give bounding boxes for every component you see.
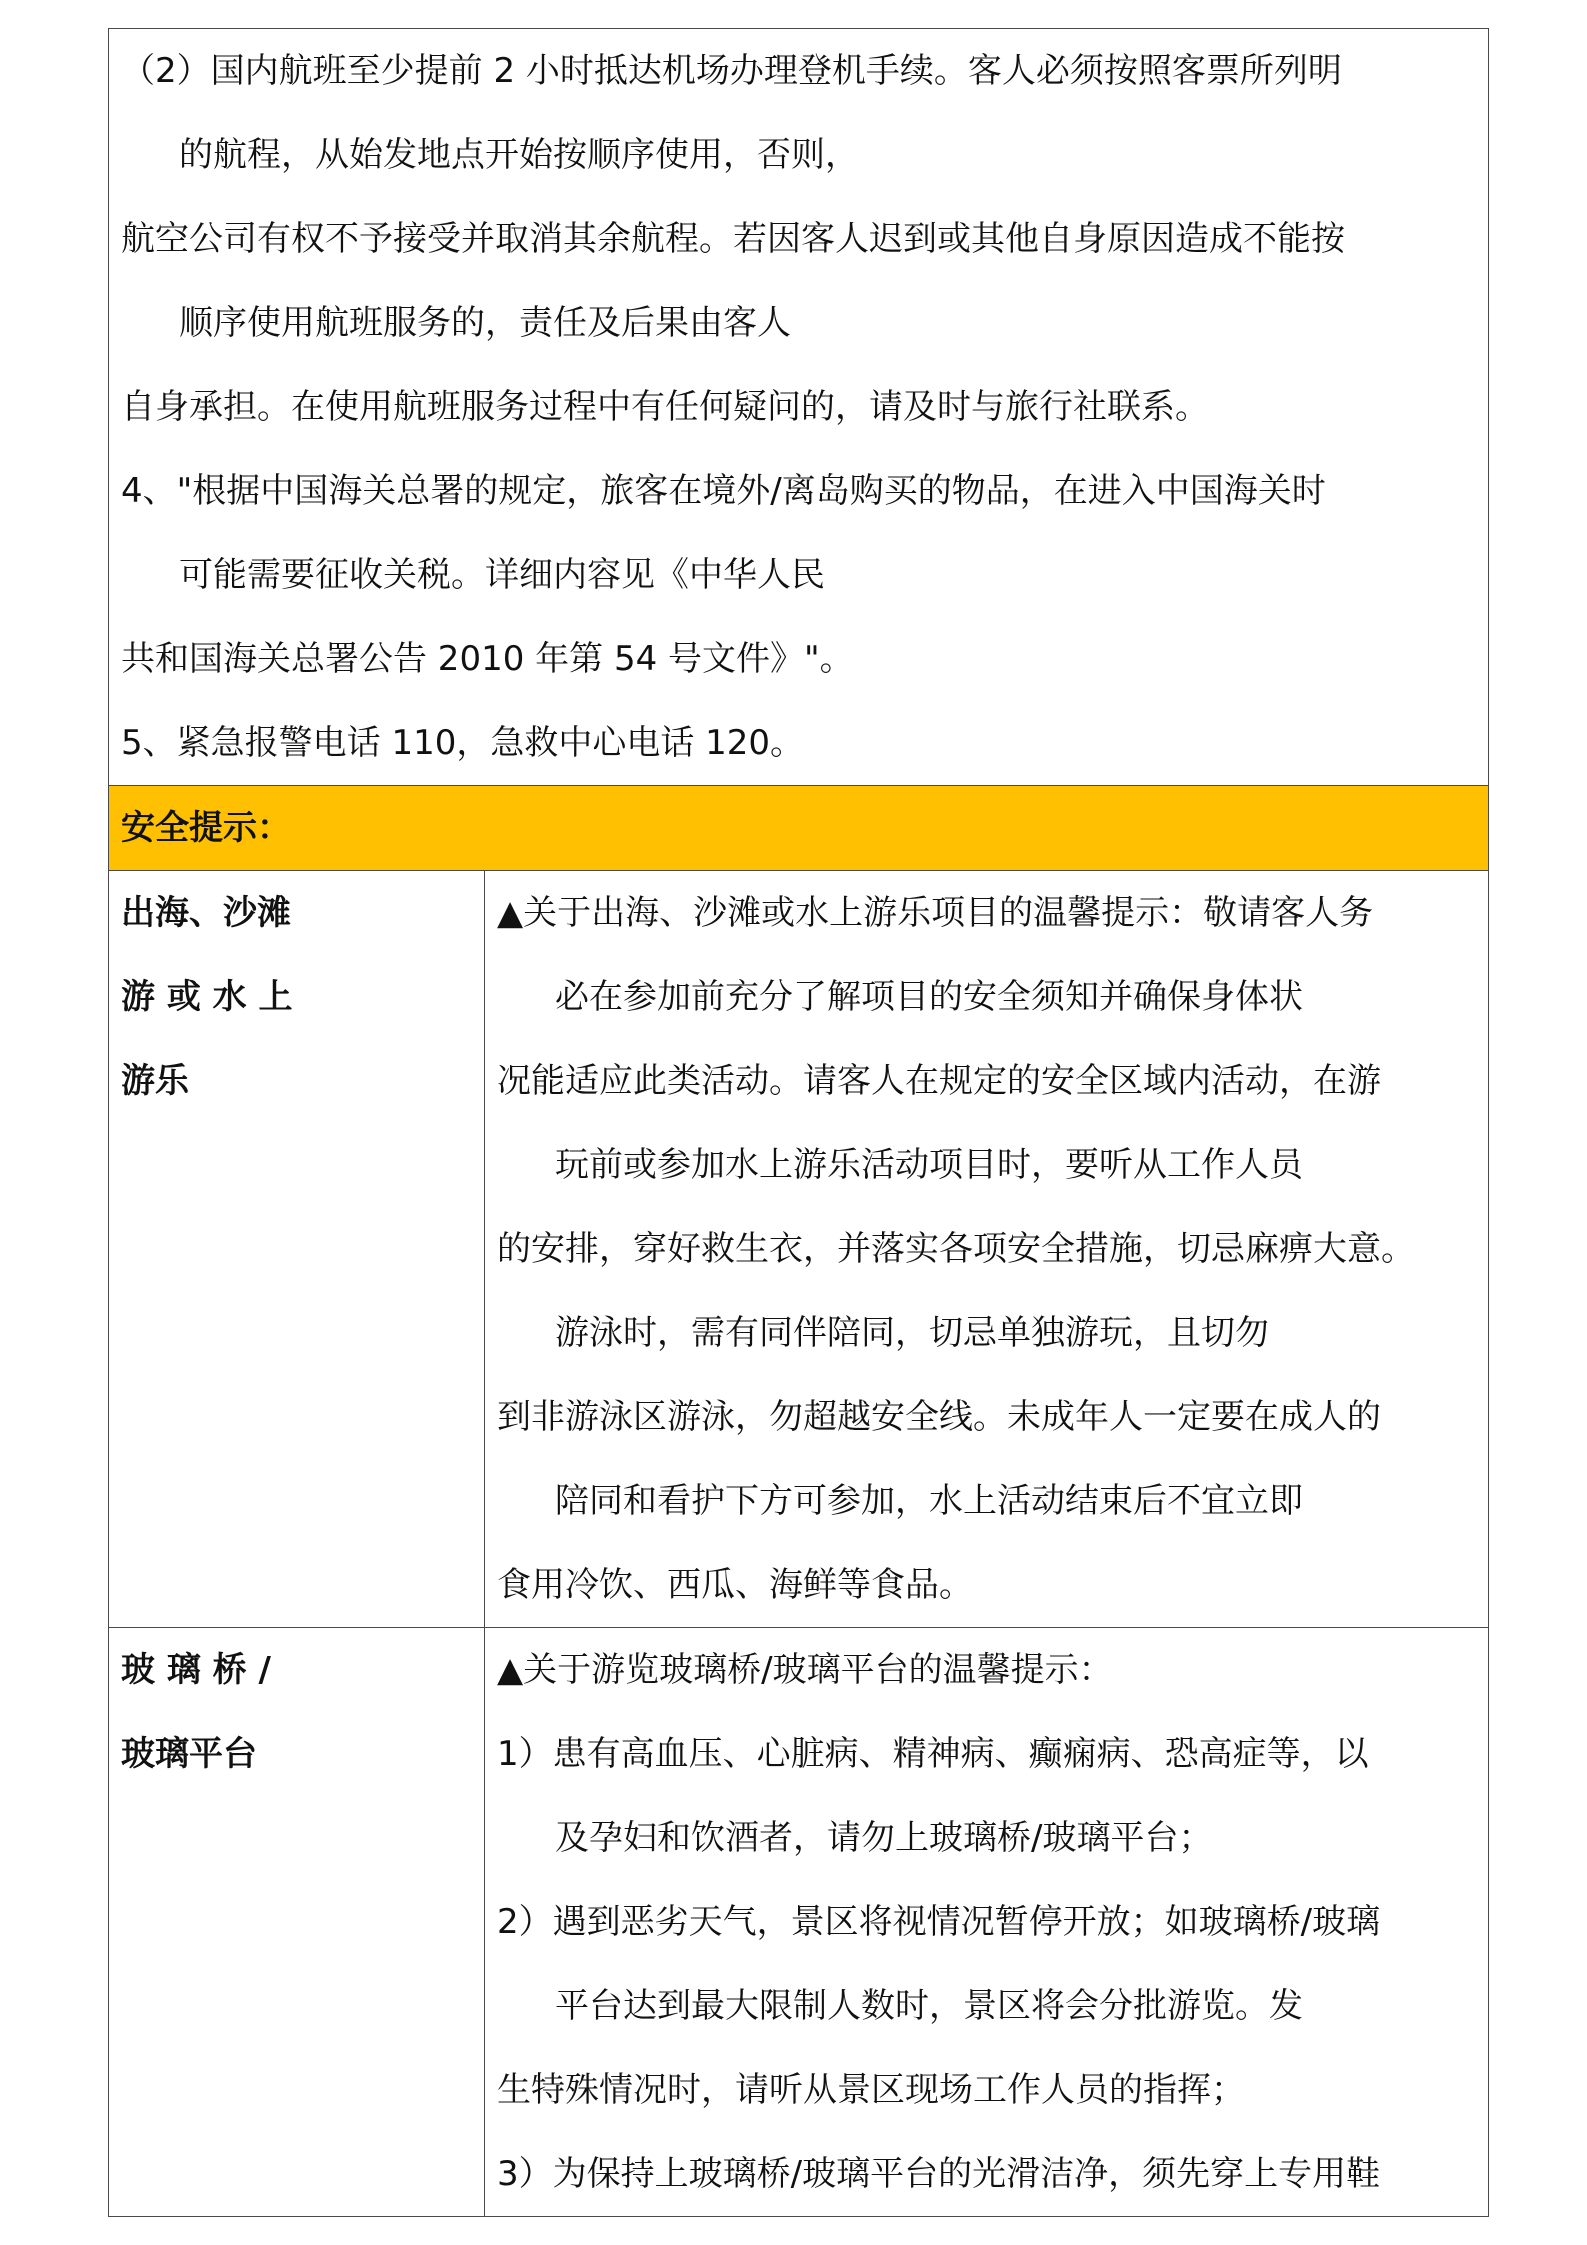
row-content-line: 1）患有高血压、心脏病、精神病、癫痫病、恐高症等，以 xyxy=(497,1734,1369,1774)
row-content-cell xyxy=(485,871,1489,1628)
notes-line: 顺序使用航班服务的，责任及后果由客人 xyxy=(179,303,791,343)
notes-line: 航空公司有权不予接受并取消其余航程。若因客人迟到或其他自身原因造成不能按 xyxy=(121,219,1345,259)
row-content-line: ▲关于游览玻璃桥/玻璃平台的温馨提示： xyxy=(497,1650,1113,1690)
row-content-line: 生特殊情况时，请听从景区现场工作人员的指挥； xyxy=(497,2070,1245,2110)
row-content-cell xyxy=(485,1628,1489,2217)
row-content-line: 2）遇到恶劣天气，景区将视情况暂停开放；如玻璃桥/玻璃 xyxy=(497,1902,1381,1942)
row-content-line: 陪同和看护下方可参加，水上活动结束后不宜立即 xyxy=(555,1481,1303,1521)
row-label-line: 玻璃平台 xyxy=(121,1734,257,1774)
notes-line: 的航程，从始发地点开始按顺序使用，否则， xyxy=(179,135,859,175)
table-row xyxy=(109,1628,1489,2217)
row-label-line: 游 或 水 上 xyxy=(121,977,293,1017)
notes-line: 共和国海关总署公告 2010 年第 54 号文件》"。 xyxy=(121,639,854,679)
row-content-line: 3）为保持上玻璃桥/玻璃平台的光滑洁净，须先穿上专用鞋 xyxy=(497,2154,1381,2194)
safety-header-title: 安全提示： xyxy=(121,808,291,848)
notes-cell xyxy=(109,29,1489,786)
row-content-line: 及孕妇和饮酒者，请勿上玻璃桥/玻璃平台； xyxy=(555,1818,1213,1858)
notice-table xyxy=(108,28,1489,2217)
row-content-line: 的安排，穿好救生衣，并落实各项安全措施，切忌麻痹大意。 xyxy=(497,1229,1415,1269)
row-label-cell xyxy=(109,871,485,1628)
notes-line: 4、"根据中国海关总署的规定，旅客在境外/离岛购买的物品，在进入中国海关时 xyxy=(121,471,1326,511)
row-label-cell xyxy=(109,1628,485,2217)
safety-header-row xyxy=(109,786,1489,871)
row-label-line: 出海、沙滩 xyxy=(121,893,291,933)
row-content-line: 游泳时，需有同伴陪同，切忌单独游玩，且切勿 xyxy=(555,1313,1269,1353)
row-content-line: 平台达到最大限制人数时，景区将会分批游览。发 xyxy=(555,1986,1303,2026)
notes-line: 5、紧急报警电话 110，急救中心电话 120。 xyxy=(121,723,805,763)
notes-line: （2）国内航班至少提前 2 小时抵达机场办理登机手续。客人必须按照客票所列明 xyxy=(121,51,1342,91)
safety-header-cell xyxy=(109,786,1489,871)
row-content-line: 况能适应此类活动。请客人在规定的安全区域内活动，在游 xyxy=(497,1061,1381,1101)
row-content-line: ▲关于出海、沙滩或水上游乐项目的温馨提示：敬请客人务 xyxy=(497,893,1374,933)
row-content-line: 到非游泳区游泳，勿超越安全线。未成年人一定要在成人的 xyxy=(497,1397,1381,1437)
notes-line: 自身承担。在使用航班服务过程中有任何疑问的，请及时与旅行社联系。 xyxy=(121,387,1209,427)
table-row xyxy=(109,871,1489,1628)
row-content-line: 食用冷饮、西瓜、海鲜等食品。 xyxy=(497,1565,973,1605)
row-label-line: 游乐 xyxy=(121,1061,189,1101)
row-content-line: 玩前或参加水上游乐活动项目时，要听从工作人员 xyxy=(555,1145,1303,1185)
notes-line: 可能需要征收关税。详细内容见《中华人民 xyxy=(179,555,825,595)
row-content-line: 必在参加前充分了解项目的安全须知并确保身体状 xyxy=(555,977,1303,1017)
row-label-line: 玻 璃 桥 / xyxy=(121,1650,271,1690)
notes-row xyxy=(109,29,1489,786)
